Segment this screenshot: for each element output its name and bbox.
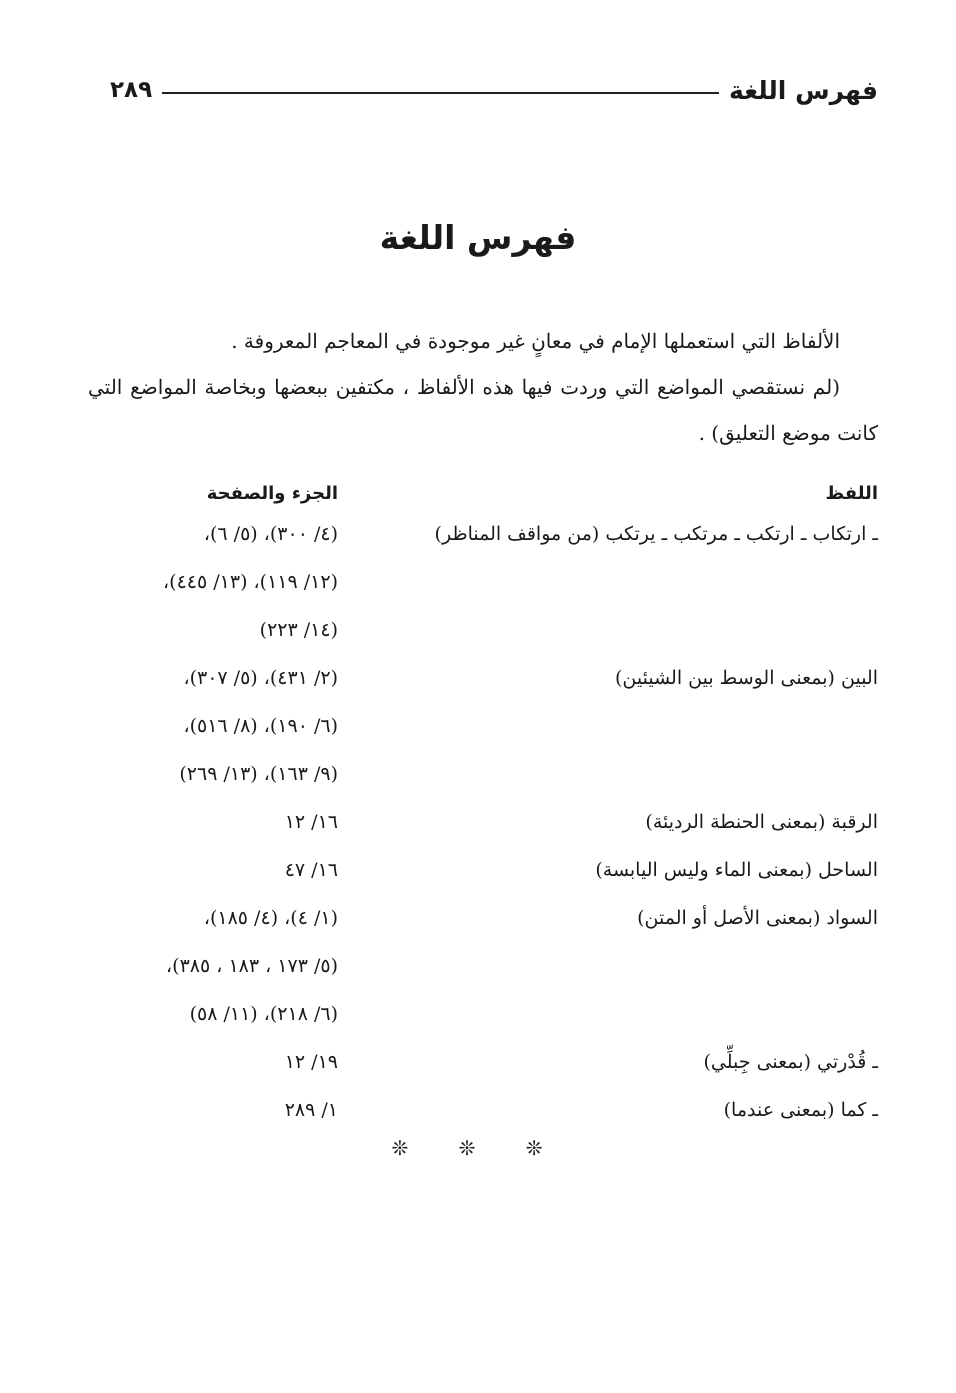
entry-refs (88, 1086, 338, 1134)
entry-refs (88, 846, 338, 894)
entry-refs (88, 894, 338, 1038)
entry-word: ـ كما (بمعنى عندما) (723, 1099, 878, 1121)
word-index (88, 476, 878, 1134)
entry-ref-line: (٦/ ٢١٨)، (١١/ ٥٨) (189, 1003, 338, 1025)
running-header-title: فهرس اللغة (728, 75, 878, 105)
entry-ref-line: (٦/ ١٩٠)، (٨/ ٥١٦)، (183, 715, 338, 737)
entry-refs (88, 1038, 338, 1086)
word-column-header: اللفظ (825, 482, 878, 504)
introduction (88, 318, 878, 456)
intro-line-2: (لم نستقصي المواضع التي وردت فيها هذه الألفاظ ، مكتفين ببعضها وبخاصة المواضع التي كانت موضع التعليق) . (88, 375, 878, 445)
index-entry (88, 1038, 878, 1086)
index-entry (88, 846, 878, 894)
entry-ref-line: (١/ ٤)، (٤/ ١٨٥)، (203, 907, 338, 929)
entry-word: البين (بمعنى الوسط بين الشيئين) (615, 667, 878, 689)
entry-word: السواد (بمعنى الأصل أو المتن) (637, 907, 878, 929)
entry-ref-line: (٥/ ١٧٣ ، ١٨٣ ، ٣٨٥)، (166, 955, 338, 977)
index-entry (88, 894, 878, 1038)
entry-word: ـ ارتكاب ـ ارتكب ـ مرتكب ـ يرتكب (من مواقف المناظر) (434, 523, 878, 545)
entry-ref-line: ١/ ٢٨٩ (284, 1099, 338, 1121)
entry-ref-line: ١٦/ ١٢ (284, 811, 338, 833)
index-entry (88, 510, 878, 654)
entry-word: ـ قُدْرتي (بمعنى جِبلِّي) (703, 1051, 878, 1073)
index-header-row (88, 476, 878, 510)
index-entry (88, 798, 878, 846)
entry-word: الرقبة (بمعنى الحنطة الرديئة) (645, 811, 878, 833)
index-entry (88, 654, 878, 798)
entry-ref-line: ١٦/ ٤٧ (284, 859, 338, 881)
entry-refs (88, 510, 338, 654)
entry-ref-line: (٢/ ٤٣١)، (٥/ ٣٠٧)، (183, 667, 338, 689)
refs-column-header: الجزء والصفحة (206, 482, 338, 504)
index-entry (88, 1086, 878, 1134)
entry-ref-line: (١٢/ ١١٩)، (١٣/ ٤٤٥)، (163, 571, 338, 593)
entry-ref-line: ١٩/ ١٢ (284, 1051, 338, 1073)
page-number: ٢٨٩ (110, 77, 153, 103)
section-end-asterisks: ❊ ❊ ❊ (391, 1136, 565, 1160)
entry-word: الساحل (بمعنى الماء وليس اليابسة) (595, 859, 878, 881)
page-title: فهرس اللغة (379, 218, 577, 257)
running-header (110, 70, 878, 110)
header-rule (162, 92, 719, 94)
entry-refs (88, 798, 338, 846)
entry-ref-line: (١٤/ ٢٢٣) (259, 619, 338, 641)
intro-line-1: الألفاظ التي استعملها الإمام في معانٍ غير موجودة في المعاجم المعروفة . (231, 329, 840, 353)
entry-ref-line: (٩/ ١٦٣)، (١٣/ ٢٦٩) (179, 763, 338, 785)
entry-ref-line: (٤/ ٣٠٠)، (٥/ ٦)، (203, 523, 338, 545)
entry-refs (88, 654, 338, 798)
